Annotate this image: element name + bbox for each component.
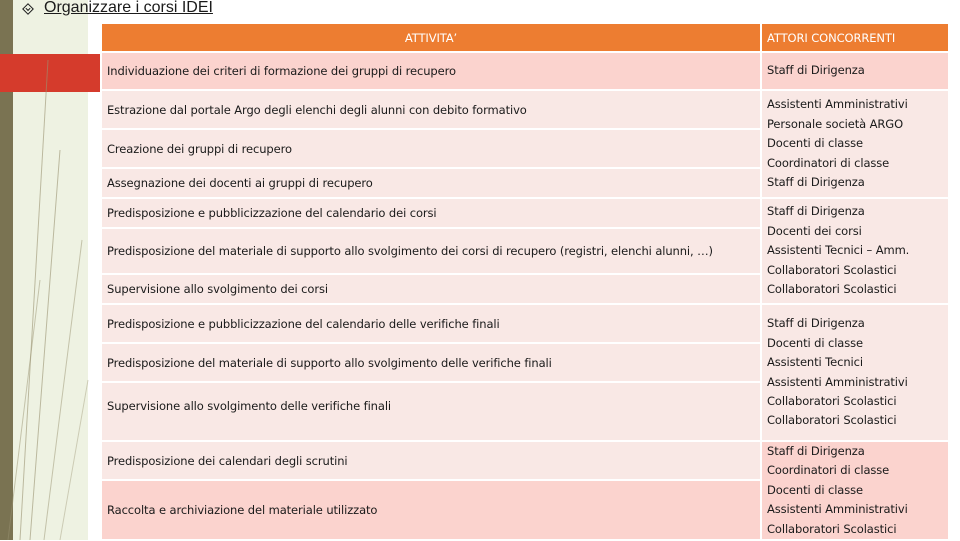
decorative-lines	[0, 0, 100, 540]
title-text: Organizzare i corsi IDEI	[44, 0, 213, 16]
actor-line: Assistenti Amministrativi	[767, 374, 908, 389]
actor-cell	[761, 198, 949, 304]
actor-line: Coordinatori di classe	[767, 155, 890, 170]
actor-cell	[761, 441, 949, 540]
actor-cell	[761, 90, 949, 198]
actor-line: Assistenti Tecnici – Amm.	[767, 243, 910, 258]
actor-line: Assistenti Tecnici	[767, 355, 863, 370]
actor-line: Personale società ARGO	[767, 116, 904, 131]
actor-line: Coordinatori di classe	[767, 463, 890, 478]
header-activity: ATTIVITA’	[101, 23, 761, 52]
table-row	[101, 198, 949, 228]
actor-line: Collaboratori Scolastici	[767, 521, 897, 536]
actor-line: Collaboratori Scolastici	[767, 413, 897, 428]
activity-cell: Predisposizione e pubblicizzazione del calendario dei corsi	[101, 198, 761, 228]
actor-line: Staff di Dirigenza	[767, 63, 865, 78]
diamond-arrow-icon	[22, 2, 34, 14]
actor-cell	[761, 52, 949, 90]
actor-line: Collaboratori Scolastici	[767, 262, 897, 277]
activities-table	[100, 22, 950, 541]
actor-line: Collaboratori Scolastici	[767, 393, 897, 408]
actor-line: Staff di Dirigenza	[767, 204, 865, 219]
header-actors: ATTORI CONCORRENTI	[761, 23, 949, 52]
activity-cell: Predisposizione del materiale di supporto allo svolgimento delle verifiche finali	[101, 343, 761, 382]
table-row	[101, 90, 949, 129]
activity-cell: Individuazione dei criteri di formazione dei gruppi di recupero	[101, 52, 761, 90]
activity-cell: Estrazione dal portale Argo degli elenchi degli alunni con debito formativo	[101, 90, 761, 129]
actor-line: Collaboratori Scolastici	[767, 282, 897, 297]
actor-line: Staff di Dirigenza	[767, 316, 865, 331]
actor-line: Docenti di classe	[767, 482, 864, 497]
table-header-row	[101, 23, 949, 52]
actor-line: Assistenti Amministrativi	[767, 502, 908, 517]
activity-cell: Predisposizione e pubblicizzazione del calendario delle verifiche finali	[101, 304, 761, 343]
actor-line: Staff di Dirigenza	[767, 175, 865, 190]
activity-cell: Raccolta e archiviazione del materiale utilizzato	[101, 480, 761, 540]
actor-line: Docenti di classe	[767, 136, 864, 151]
activity-cell: Predisposizione del materiale di supporto allo svolgimento dei corsi di recupero (registri, elenchi alunni, …)	[101, 228, 761, 274]
actor-line: Docenti di classe	[767, 335, 864, 350]
actor-cell	[761, 304, 949, 441]
activity-cell: Supervisione allo svolgimento dei corsi	[101, 274, 761, 304]
activity-cell: Supervisione allo svolgimento delle verifiche finali	[101, 382, 761, 441]
activity-cell: Assegnazione dei docenti ai gruppi di recupero	[101, 168, 761, 198]
actor-line: Docenti dei corsi	[767, 223, 862, 238]
table-row	[101, 304, 949, 343]
table-row	[101, 52, 949, 90]
table-row	[101, 441, 949, 480]
actor-line: Staff di Dirigenza	[767, 444, 865, 458]
activity-cell: Creazione dei gruppi di recupero	[101, 129, 761, 168]
actor-line: Assistenti Amministrativi	[767, 97, 908, 112]
activity-cell: Predisposizione dei calendari degli scrutini	[101, 441, 761, 480]
slide-title	[22, 0, 213, 18]
